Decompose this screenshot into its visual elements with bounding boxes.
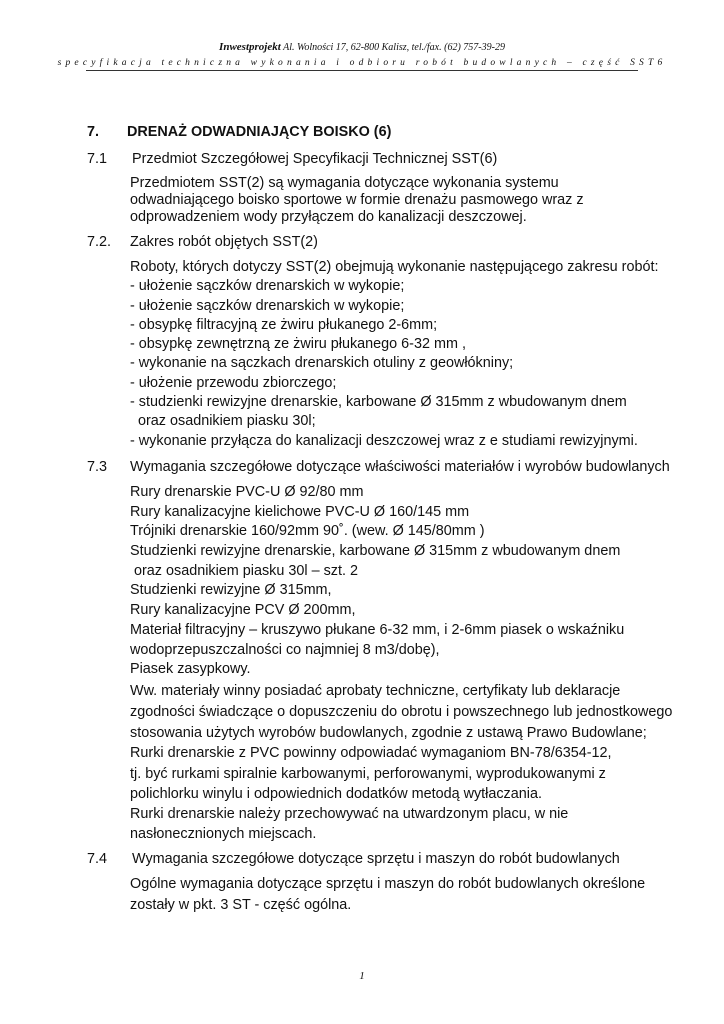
material-line: Piasek zasypkowy. [130,661,251,677]
material-line: Studzienki rewizyjne Ø 315mm, [130,582,332,598]
subsection-7-1-number: 7.1 [87,151,108,167]
list-item-continuation: oraz osadnikiem piasku 30l; [130,413,316,429]
body-line: odprowadzeniem wody przyłączem do kanalizacji deszczowej. [130,209,527,225]
header-rule [86,70,638,71]
page-number: 1 [359,970,365,982]
body-line: Przedmiotem SST(2) są wymagania dotyczące wykonania systemu [130,175,559,191]
subsection-7-3-number: 7.3 [87,459,108,475]
list-item: - ułożenie sączków drenarskich w wykopie; [130,298,405,314]
section-number: 7. [87,124,100,140]
subsection-7-2-number: 7.2. [87,234,112,250]
body-line: zgodności świadczące o dopuszczeniu do obrotu i powszechnego lub jednostkowego [130,704,673,720]
list-item: - ułożenie sączków drenarskich w wykopie; [130,278,405,294]
subsection-7-4-heading: Wymagania szczegółowe dotyczące sprzętu i maszyn do robót budowlanych [132,851,620,867]
material-line: Rury kanalizacyjne PCV Ø 200mm, [130,602,356,618]
body-line: zostały w pkt. 3 ST - część ogólna. [130,897,352,913]
body-line: odwadniającego boisko sportowe w formie drenażu pasmowego wraz z [130,192,584,208]
material-line: Rury drenarskie PVC-U Ø 92/80 mm [130,484,364,500]
document-subtitle: specyfikacja techniczna wykonania i odbioru robót budowlanych – część SST6 [57,58,667,68]
company-name: Inwestprojekt [219,41,281,53]
body-line: tj. być rurkami spiralnie karbowanymi, perforowanymi, wyprodukowanymi z [130,766,606,782]
company-address: Al. Wolności 17, 62-800 Kalisz, tel./fax. (62) 757-39-29 [283,42,505,53]
body-line: Ww. materiały winny posiadać aprobaty techniczne, certyfikaty lub deklaracje [130,683,621,699]
list-item: - obsypkę filtracyjną ze żwiru płukanego 2-6mm; [130,317,438,333]
material-line: Studzienki rewizyjne drenarskie, karbowane Ø 315mm z wbudowanym dnem [130,543,621,559]
material-line: Trójniki drenarskie 160/92mm 90˚. (wew. Ø 145/80mm ) [130,523,485,539]
body-line: Rurki drenarskie należy przechowywać na utwardzonym placu, w nie [130,806,569,822]
body-line: Rurki drenarskie z PVC powinny odpowiadać wymaganiom BN-78/6354-12, [130,745,612,761]
material-line: wodoprzepuszczalności co najmniej 8 m3/dobę), [130,642,440,658]
body-line: Ogólne wymagania dotyczące sprzętu i maszyn do robót budowlanych określone [130,876,646,892]
list-item: - wykonanie przyłącza do kanalizacji deszczowej wraz z e studiami rewizyjnymi. [130,433,638,449]
page-header [0,40,724,70]
body-line: stosowania użytych wyrobów budowlanych, zgodnie z ustawą Prawo Budowlane; [130,725,647,741]
list-item: - wykonanie na sączkach drenarskich otuliny z geowłókniny; [130,355,514,371]
header-company-line [0,40,724,55]
subsection-7-4-number: 7.4 [87,851,108,867]
body-line: nasłonecznionych miejscach. [130,826,317,842]
section-title: DRENAŻ ODWADNIAJĄCY BOISKO (6) [127,124,392,140]
list-item: - ułożenie przewodu zbiorczego; [130,375,337,391]
material-line: oraz osadnikiem piasku 30l – szt. 2 [130,563,358,579]
body-line: Roboty, których dotyczy SST(2) obejmują wykonanie następującego zakresu robót: [130,259,659,275]
body-line: polichlorku winylu i odpowiednich dodatków metodą wytłaczania. [130,786,542,802]
subsection-7-2-heading: Zakres robót objętych SST(2) [130,234,318,250]
subsection-7-3-heading: Wymagania szczegółowe dotyczące właściwości materiałów i wyrobów budowlanych [130,459,670,475]
subsection-7-1-heading: Przedmiot Szczegółowej Specyfikacji Technicznej SST(6) [132,151,498,167]
list-item: - studzienki rewizyjne drenarskie, karbowane Ø 315mm z wbudowanym dnem [130,394,627,410]
list-item: - obsypkę zewnętrzną ze żwiru płukanego 6-32 mm , [130,336,466,352]
material-line: Rury kanalizacyjne kielichowe PVC-U Ø 160/145 mm [130,504,470,520]
material-line: Materiał filtracyjny – kruszywo płukane 6-32 mm, i 2-6mm piasek o wskaźniku [130,622,625,638]
